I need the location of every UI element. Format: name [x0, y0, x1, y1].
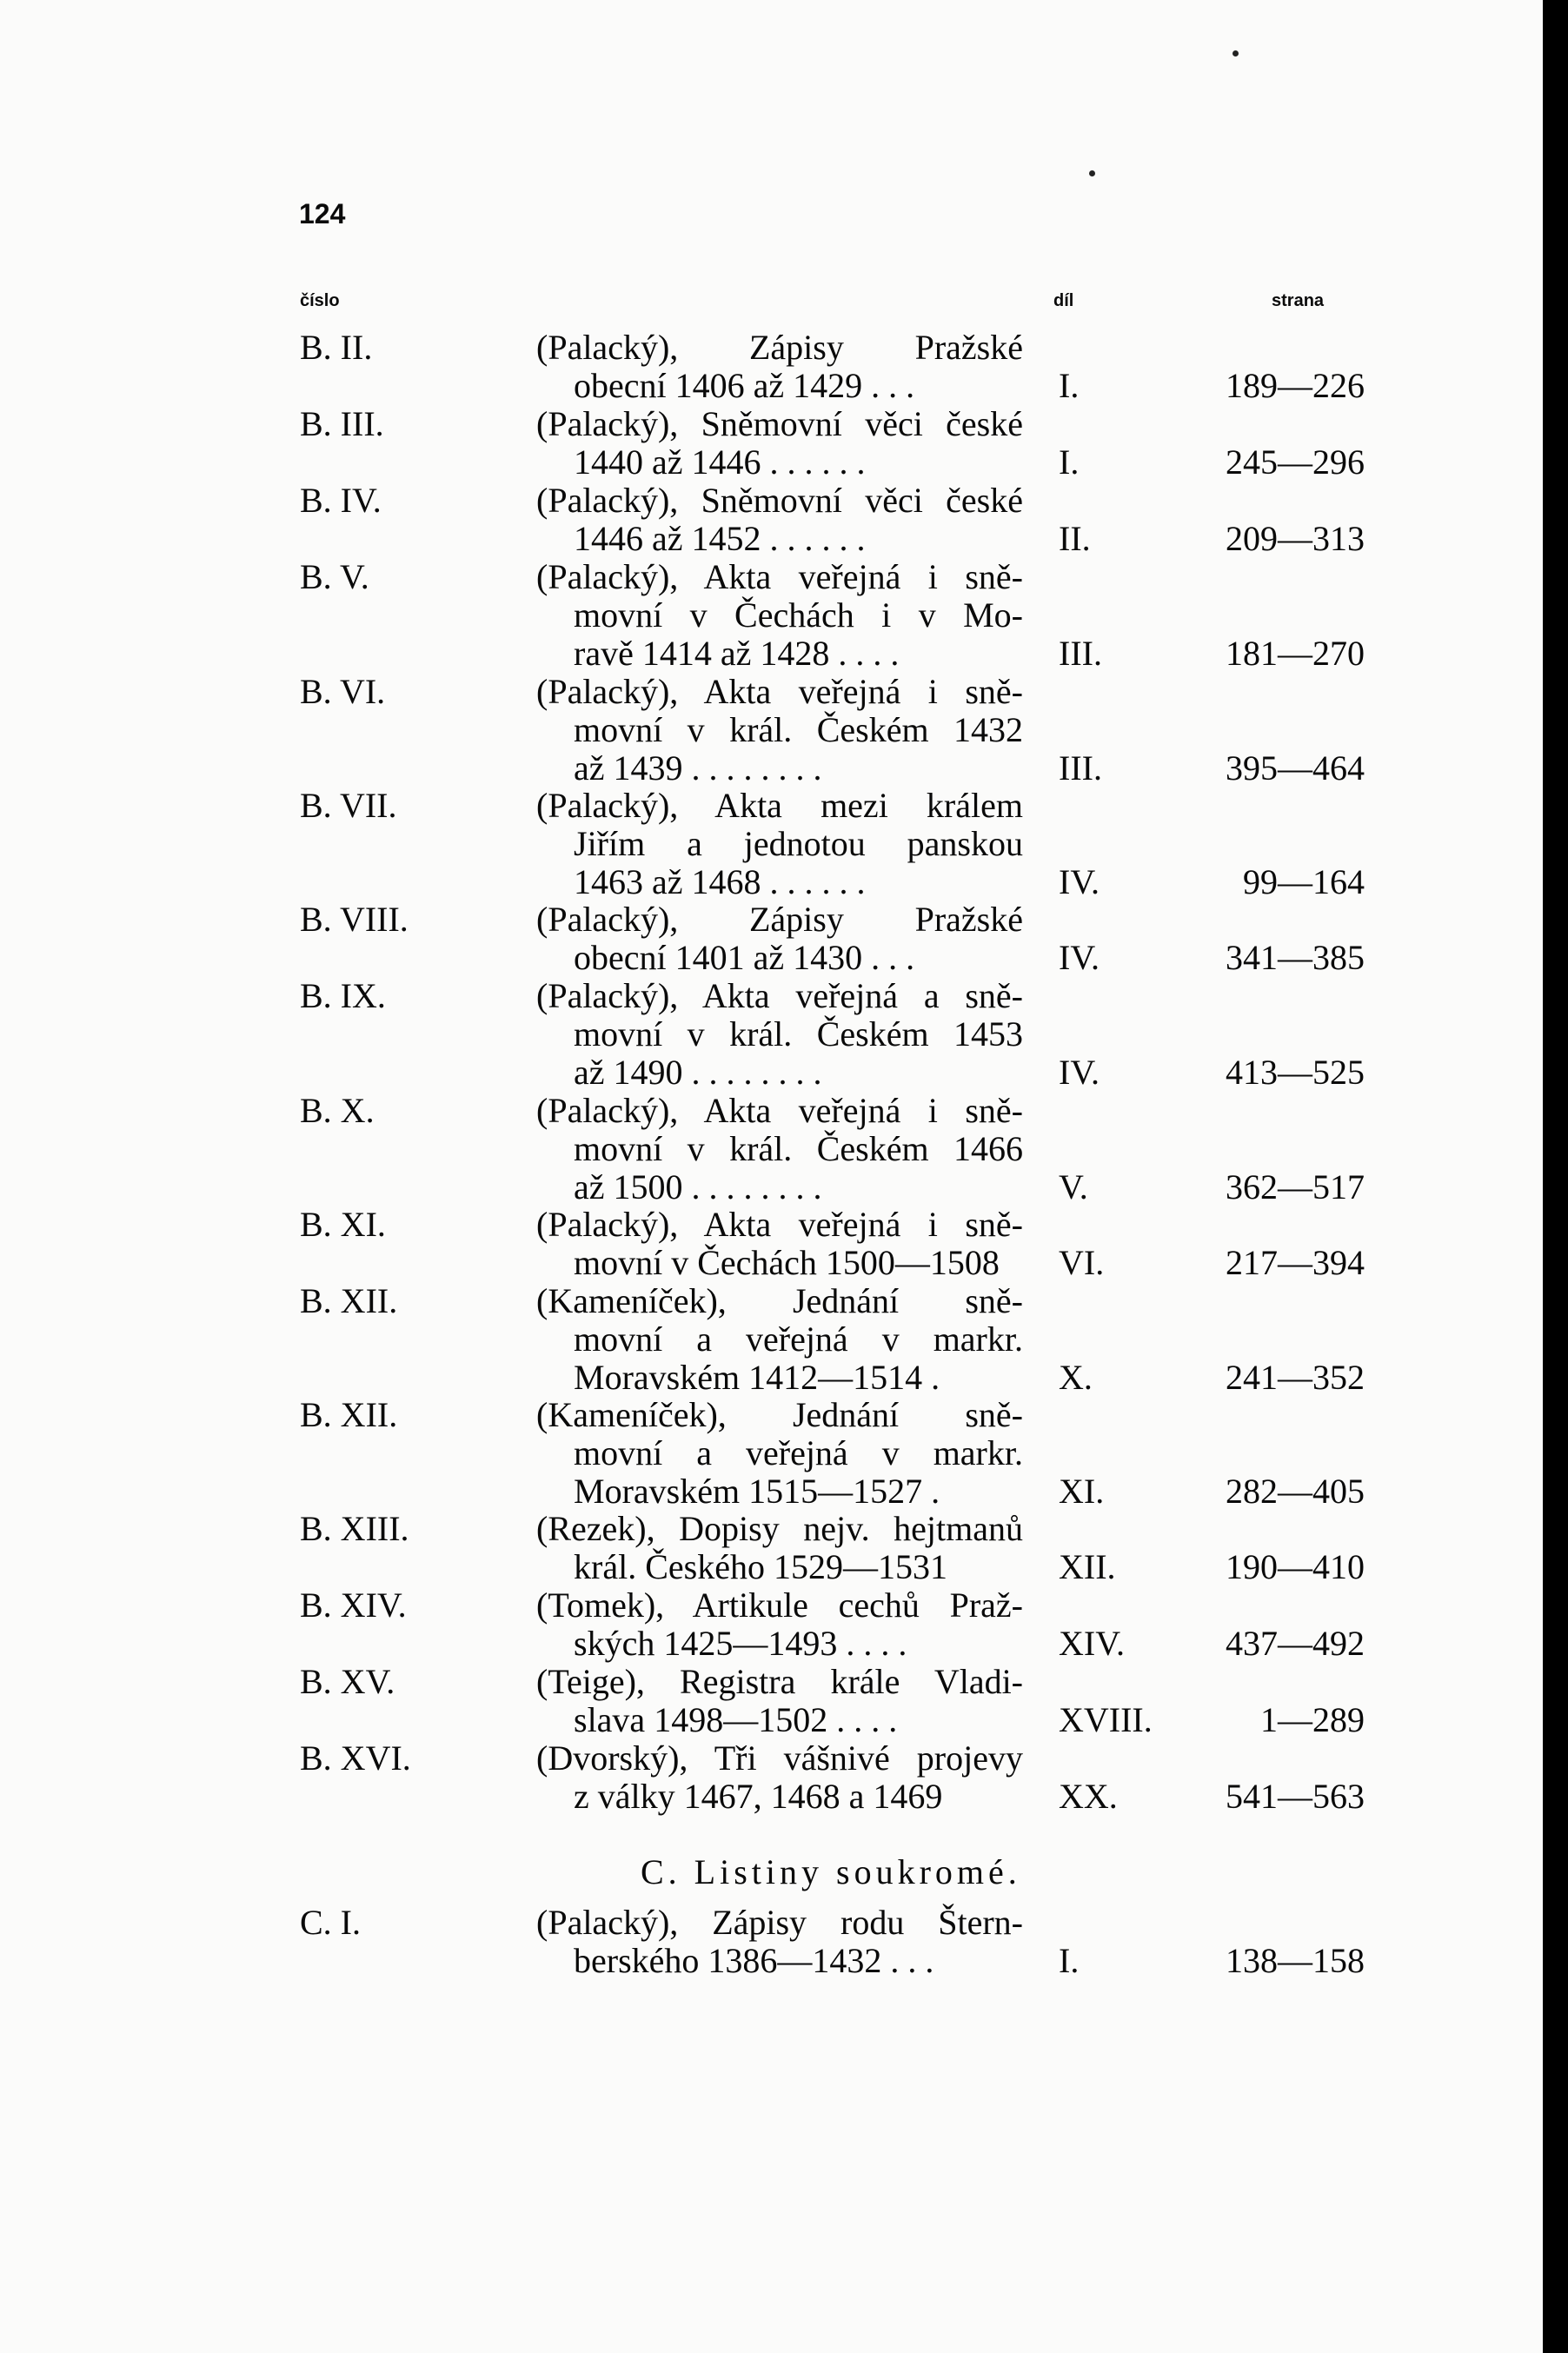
- entry-description-line: 1446 až 1452 . . . . . .: [574, 519, 866, 558]
- entry-description-line: ských 1425—1493 . . . .: [574, 1624, 907, 1663]
- volume-number: III.: [1059, 748, 1102, 788]
- ink-speck: [1089, 170, 1095, 176]
- volume-number: VI.: [1059, 1243, 1105, 1282]
- entry-description-line: movní a veřejná v markr.: [574, 1433, 1023, 1472]
- page-from: 413: [1226, 1053, 1278, 1092]
- entry-number: B. XIII.: [300, 1509, 409, 1548]
- entry-description-line: (Palacký), Akta veřejná i sně-: [536, 672, 1023, 711]
- entry-number: B. XI.: [300, 1205, 386, 1244]
- page-to: —289: [1278, 1700, 1365, 1739]
- section-title: C. Listiny soukromé.: [641, 1852, 1021, 1891]
- page-to: —410: [1278, 1547, 1365, 1586]
- entry-description-line: (Palacký), Zápisy Pražské: [536, 900, 1023, 939]
- volume-number: XII.: [1059, 1547, 1116, 1586]
- page-from: 1: [1260, 1700, 1278, 1739]
- volume-number: XIV.: [1059, 1624, 1125, 1663]
- volume-number: III.: [1059, 634, 1102, 673]
- entry-description-line: Jiřím a jednotou panskou: [574, 824, 1023, 863]
- page-to: —525: [1278, 1053, 1365, 1092]
- column-header-strana: strana: [1272, 291, 1325, 310]
- page-to: —296: [1278, 442, 1365, 482]
- volume-number: II.: [1059, 519, 1091, 558]
- entry-description-line: slava 1498—1502 . . . .: [574, 1700, 898, 1739]
- entry-description-line: Moravském 1412—1514 .: [574, 1358, 940, 1397]
- volume-number: V.: [1059, 1167, 1088, 1206]
- entry-description-line: movní v Čechách i v Mo-: [574, 595, 1023, 635]
- entry-description-line: (Palacký), Sněmovní věci české: [536, 404, 1023, 443]
- page-from: 209: [1226, 519, 1278, 558]
- entry-description-line: Moravském 1515—1527 .: [574, 1472, 940, 1511]
- entry-number: B. IV.: [300, 481, 382, 520]
- page-to: —405: [1278, 1472, 1365, 1511]
- page-to: —464: [1278, 748, 1365, 788]
- entry-description-line: (Teige), Registra krále Vladi-: [536, 1662, 1023, 1701]
- entry-number: B. II.: [300, 328, 373, 367]
- entry-description-line: až 1500 . . . . . . . .: [574, 1167, 822, 1206]
- entry-number: B. XII.: [300, 1281, 398, 1320]
- page-to: —394: [1278, 1243, 1365, 1282]
- page-from: 190: [1226, 1547, 1278, 1586]
- entry-description-line: obecní 1401 až 1430 . . .: [574, 938, 915, 977]
- volume-number: IV.: [1059, 938, 1100, 977]
- entry-number: B. VI.: [300, 672, 386, 711]
- page-from: 138: [1226, 1941, 1278, 1980]
- volume-number: XVIII.: [1059, 1700, 1153, 1739]
- page-to: —492: [1278, 1624, 1365, 1663]
- ink-speck: [1232, 50, 1239, 56]
- page-from: 541: [1226, 1777, 1278, 1816]
- entry-number: B. IX.: [300, 976, 386, 1015]
- page-from: 217: [1226, 1243, 1278, 1282]
- page-to: —270: [1278, 634, 1365, 673]
- page-from: 362: [1226, 1167, 1278, 1206]
- scan-border: [1543, 0, 1568, 2353]
- entry-description-line: z války 1467, 1468 a 1469: [574, 1777, 943, 1816]
- volume-number: I.: [1059, 442, 1080, 482]
- entry-description-line: berského 1386—1432 . . .: [574, 1941, 934, 1980]
- entry-number: B. XIV.: [300, 1585, 407, 1625]
- entry-description-line: (Dvorský), Tři vášnivé projevy: [536, 1738, 1023, 1778]
- volume-number: XX.: [1059, 1777, 1118, 1816]
- page-to: —313: [1278, 519, 1365, 558]
- entry-description-line: (Palacký), Akta mezi králem: [536, 786, 1023, 825]
- page-from: 189: [1226, 366, 1278, 405]
- page-from: 437: [1226, 1624, 1278, 1663]
- page-from: 395: [1226, 748, 1278, 788]
- entry-description-line: (Palacký), Akta veřejná a sně-: [536, 976, 1023, 1015]
- entry-description-line: (Kameníček), Jednání sně-: [536, 1395, 1023, 1434]
- entry-description-line: (Palacký), Akta veřejná i sně-: [536, 1091, 1023, 1130]
- entry-description-line: (Palacký), Sněmovní věci české: [536, 481, 1023, 520]
- page-to: —385: [1278, 938, 1365, 977]
- page-to: —563: [1278, 1777, 1365, 1816]
- page-to: —352: [1278, 1358, 1365, 1397]
- page-to: —158: [1278, 1941, 1365, 1980]
- entry-description-line: (Tomek), Artikule cechů Praž-: [536, 1585, 1023, 1625]
- entry-number: B. VII.: [300, 786, 397, 825]
- entry-description-line: movní v král. Českém 1466: [574, 1129, 1023, 1168]
- entry-description-line: (Palacký), Akta veřejná i sně-: [536, 1205, 1023, 1244]
- volume-number: IV.: [1059, 862, 1100, 901]
- entry-description-line: 1463 až 1468 . . . . . .: [574, 862, 866, 901]
- column-header-dil: díl: [1053, 291, 1074, 310]
- entry-number: B. XVI.: [300, 1738, 411, 1778]
- volume-number: I.: [1059, 366, 1080, 405]
- entry-number: B. V.: [300, 557, 369, 596]
- page-from: 99: [1243, 862, 1278, 901]
- entry-description-line: (Palacký), Akta veřejná i sně-: [536, 557, 1023, 596]
- entry-description-line: movní a veřejná v markr.: [574, 1319, 1023, 1359]
- column-header-cislo: číslo: [300, 291, 340, 310]
- entry-description-line: movní v král. Českém 1432: [574, 710, 1023, 749]
- entry-description-line: (Palacký), Zápisy rodu Štern-: [536, 1903, 1023, 1942]
- volume-number: I.: [1059, 1941, 1080, 1980]
- entry-number: B. XV.: [300, 1662, 395, 1701]
- entry-description-line: ravě 1414 až 1428 . . . .: [574, 634, 900, 673]
- entry-number: B. III.: [300, 404, 384, 443]
- page-to: —517: [1278, 1167, 1365, 1206]
- entry-description-line: až 1490 . . . . . . . .: [574, 1053, 822, 1092]
- volume-number: IV.: [1059, 1053, 1100, 1092]
- page-from: 341: [1226, 938, 1278, 977]
- page-from: 241: [1226, 1358, 1278, 1397]
- entry-description-line: movní v král. Českém 1453: [574, 1014, 1023, 1054]
- page-to: —164: [1278, 862, 1365, 901]
- page-from: 181: [1226, 634, 1278, 673]
- entry-description-line: obecní 1406 až 1429 . . .: [574, 366, 915, 405]
- entry-description-line: movní v Čechách 1500—1508: [574, 1243, 1000, 1282]
- entry-number: B. XII.: [300, 1395, 398, 1434]
- entry-number: B. X.: [300, 1091, 375, 1130]
- entry-description-line: (Palacký), Zápisy Pražské: [536, 328, 1023, 367]
- page-from: 282: [1226, 1472, 1278, 1511]
- entry-description-line: král. Českého 1529—1531: [574, 1547, 947, 1586]
- entry-description-line: 1440 až 1446 . . . . . .: [574, 442, 866, 482]
- entry-description-line: až 1439 . . . . . . . .: [574, 748, 822, 788]
- entry-description-line: (Kameníček), Jednání sně-: [536, 1281, 1023, 1320]
- page-to: —226: [1278, 366, 1365, 405]
- entry-number: B. VIII.: [300, 900, 409, 939]
- entry-number: C. I.: [300, 1903, 361, 1942]
- volume-number: X.: [1059, 1358, 1093, 1397]
- entry-description-line: (Rezek), Dopisy nejv. hejtmanů: [536, 1509, 1023, 1548]
- volume-number: XI.: [1059, 1472, 1105, 1511]
- page-from: 245: [1226, 442, 1278, 482]
- page-number: 124: [299, 198, 346, 229]
